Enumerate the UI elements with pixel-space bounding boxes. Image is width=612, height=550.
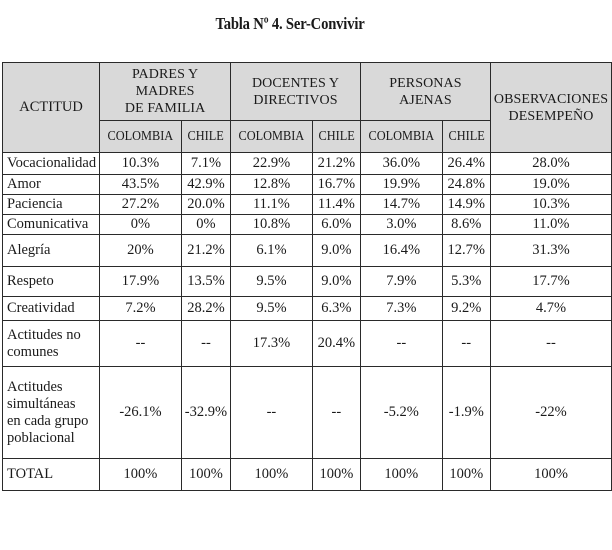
table-cell: 19.0% — [490, 175, 611, 195]
table-cell: 14.7% — [360, 195, 442, 215]
table-row — [3, 459, 612, 491]
table-cell: 22.9% — [231, 153, 313, 175]
table-cell: -- — [490, 321, 611, 367]
table-cell: 13.5% — [181, 267, 230, 297]
table-cell: 27.2% — [100, 195, 182, 215]
table-cell: -- — [360, 321, 442, 367]
subheader-colombia: COLOMBIA — [100, 121, 182, 153]
table-cell: 100% — [490, 459, 611, 491]
table-cell: 11.4% — [312, 195, 360, 215]
table-cell: 20.4% — [312, 321, 360, 367]
row-label: Respeto — [3, 267, 100, 297]
table-cell: 43.5% — [100, 175, 182, 195]
table-cell: 16.7% — [312, 175, 360, 195]
table-cell: 20.0% — [181, 195, 230, 215]
table-cell: 0% — [100, 215, 182, 235]
table-cell: -- — [312, 367, 360, 459]
table-cell: 6.0% — [312, 215, 360, 235]
table-cell: 100% — [360, 459, 442, 491]
table-cell: 21.2% — [181, 235, 230, 267]
table-cell: 31.3% — [490, 235, 611, 267]
table-cell: 24.8% — [442, 175, 490, 195]
table-cell: 42.9% — [181, 175, 230, 195]
table-cell: 10.8% — [231, 215, 313, 235]
table-cell: 100% — [100, 459, 182, 491]
table-cell: 10.3% — [100, 153, 182, 175]
table-cell: 7.3% — [360, 297, 442, 321]
table-cell: 100% — [312, 459, 360, 491]
table-cell: 28.0% — [490, 153, 611, 175]
table-cell: 14.9% — [442, 195, 490, 215]
table-cell: 12.7% — [442, 235, 490, 267]
table-cell: 26.4% — [442, 153, 490, 175]
row-label: TOTAL — [3, 459, 100, 491]
table-cell: 7.2% — [100, 297, 182, 321]
row-label: Actitudes no comunes — [3, 321, 100, 367]
table-cell: 11.0% — [490, 215, 611, 235]
header-actitud: ACTITUD — [3, 63, 100, 153]
row-label: Paciencia — [3, 195, 100, 215]
table-cell: -5.2% — [360, 367, 442, 459]
header-observaciones-desempeno: OBSERVACIONES DESEMPEÑO — [490, 63, 611, 153]
subheader-chile: CHILE — [181, 121, 230, 153]
subheader-chile: CHILE — [442, 121, 490, 153]
table-cell: -- — [231, 367, 313, 459]
table-cell: 9.0% — [312, 235, 360, 267]
table-cell: -32.9% — [181, 367, 230, 459]
table-cell: 7.1% — [181, 153, 230, 175]
table-cell: 100% — [181, 459, 230, 491]
table-cell: -- — [181, 321, 230, 367]
table-cell: 11.1% — [231, 195, 313, 215]
header-personas-ajenas: PERSONAS AJENAS — [360, 63, 490, 121]
table-cell: 9.5% — [231, 267, 313, 297]
table-cell: 12.8% — [231, 175, 313, 195]
table-body — [3, 153, 612, 491]
table-cell: 100% — [231, 459, 313, 491]
table-cell: 19.9% — [360, 175, 442, 195]
subheader-chile: CHILE — [312, 121, 360, 153]
table-row — [3, 297, 612, 321]
row-label: Vocacionalidad — [3, 153, 100, 175]
row-label: Amor — [3, 175, 100, 195]
table-row — [3, 267, 612, 297]
row-label: Creatividad — [3, 297, 100, 321]
table-cell: 17.9% — [100, 267, 182, 297]
row-label: Alegría — [3, 235, 100, 267]
table-cell: 17.3% — [231, 321, 313, 367]
table-cell: 7.9% — [360, 267, 442, 297]
subheader-colombia: COLOMBIA — [360, 121, 442, 153]
table-cell: -- — [442, 321, 490, 367]
table-cell: 5.3% — [442, 267, 490, 297]
table-cell: 10.3% — [490, 195, 611, 215]
table-cell: 20% — [100, 235, 182, 267]
table-cell: 16.4% — [360, 235, 442, 267]
table-title: Tabla Nº 4. Ser-Convivir — [215, 14, 365, 33]
table-cell: -- — [100, 321, 182, 367]
header-padres-madres: PADRES Y MADRES DE FAMILIA — [100, 63, 231, 121]
row-label: Actitudes simultáneas en cada grupo poblacional — [3, 367, 100, 459]
table-cell: 9.2% — [442, 297, 490, 321]
table-row — [3, 367, 612, 459]
table-cell: 21.2% — [312, 153, 360, 175]
table-row — [3, 215, 612, 235]
subheader-colombia: COLOMBIA — [231, 121, 313, 153]
table-cell: 36.0% — [360, 153, 442, 175]
table-row — [3, 235, 612, 267]
table-cell: 9.0% — [312, 267, 360, 297]
table-cell: -26.1% — [100, 367, 182, 459]
table-row — [3, 195, 612, 215]
table-cell: 4.7% — [490, 297, 611, 321]
table-cell: 3.0% — [360, 215, 442, 235]
table-cell: 28.2% — [181, 297, 230, 321]
table-cell: 0% — [181, 215, 230, 235]
table-cell: -1.9% — [442, 367, 490, 459]
table-cell: 6.3% — [312, 297, 360, 321]
ser-convivir-table — [2, 62, 612, 491]
row-label: Comunicativa — [3, 215, 100, 235]
header-docentes-directivos: DOCENTES Y DIRECTIVOS — [231, 63, 361, 121]
table-cell: 9.5% — [231, 297, 313, 321]
table-cell: 17.7% — [490, 267, 611, 297]
table-row — [3, 153, 612, 175]
table-cell: 100% — [442, 459, 490, 491]
table-row — [3, 175, 612, 195]
table-row — [3, 321, 612, 367]
table-cell: -22% — [490, 367, 611, 459]
table-cell: 8.6% — [442, 215, 490, 235]
table-cell: 6.1% — [231, 235, 313, 267]
